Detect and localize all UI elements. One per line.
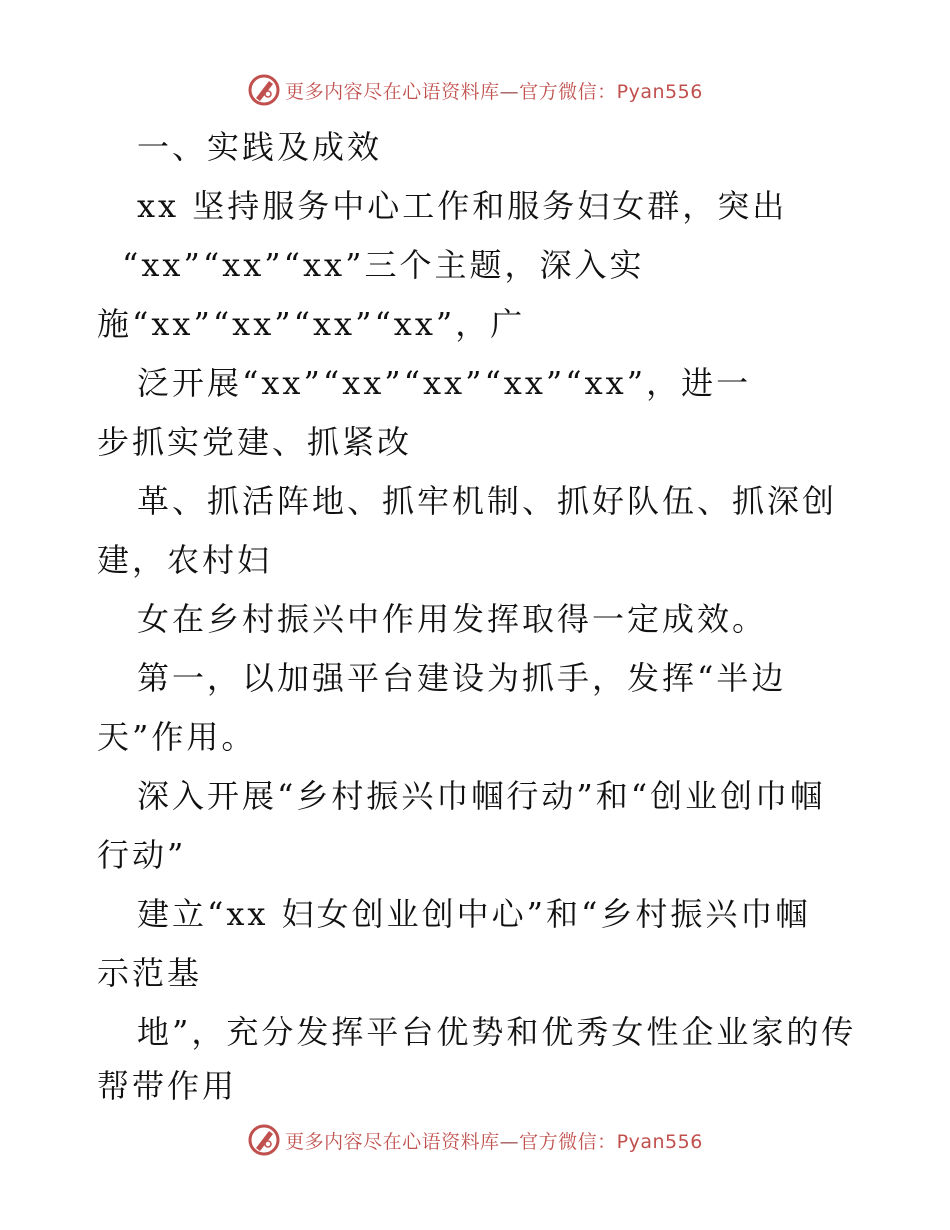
paragraph-line: 施“xx”“xx”“xx”“xx”，广 — [97, 305, 526, 343]
watermark-contact: 官方微信：Pyan556 — [519, 1130, 703, 1153]
paragraph-line: “xx”“xx”“xx”三个主题，深入实 — [122, 246, 645, 284]
paragraph-line: 地”，充分发挥平台优势和优秀女性企业家的传 — [137, 1013, 857, 1051]
section-heading: 一、实践及成效 — [137, 128, 383, 166]
paragraph-line: 第一，以加强平台建设为抓手，发挥“半边 — [137, 659, 787, 697]
paragraph-line: 天”作用。 — [97, 718, 257, 756]
watermark-separator: — — [499, 1130, 520, 1153]
paragraph-line: xx 坚持服务中心工作和服务妇女群，突出 — [137, 187, 788, 225]
paragraph-line: 帮带作用 — [97, 1067, 238, 1105]
watermark-contact: 官方微信：Pyan556 — [519, 80, 703, 103]
paragraph-line: 行动” — [97, 836, 187, 874]
paragraph-line: 革、抓活阵地、抓牢机制、抓好队伍、抓深创 — [137, 482, 838, 520]
watermark-brand: 更多内容尽在心语资料库 — [285, 1130, 500, 1153]
paragraph-line: 建立“xx 妇女创业创中心”和“乡村振兴巾帼 — [137, 895, 811, 933]
watermark-text — [285, 1127, 703, 1154]
pen-circle-logo-icon — [247, 1123, 281, 1157]
paragraph-line: 泛开展“xx”“xx”“xx”“xx”“xx”，进一 — [137, 364, 752, 402]
paragraph-line: 深入开展“乡村振兴巾帼行动”和“创业创巾帼 — [137, 777, 826, 815]
paragraph-line: 建，农村妇 — [97, 541, 273, 579]
watermark-separator: — — [499, 80, 520, 103]
watermark-brand: 更多内容尽在心语资料库 — [285, 80, 500, 103]
footer-watermark — [0, 1120, 950, 1160]
paragraph-line: 步抓实党建、抓紧改 — [97, 423, 413, 461]
paragraph-line: 示范基 — [97, 954, 203, 992]
paragraph-line: 女在乡村振兴中作用发挥取得一定成效。 — [137, 600, 768, 638]
